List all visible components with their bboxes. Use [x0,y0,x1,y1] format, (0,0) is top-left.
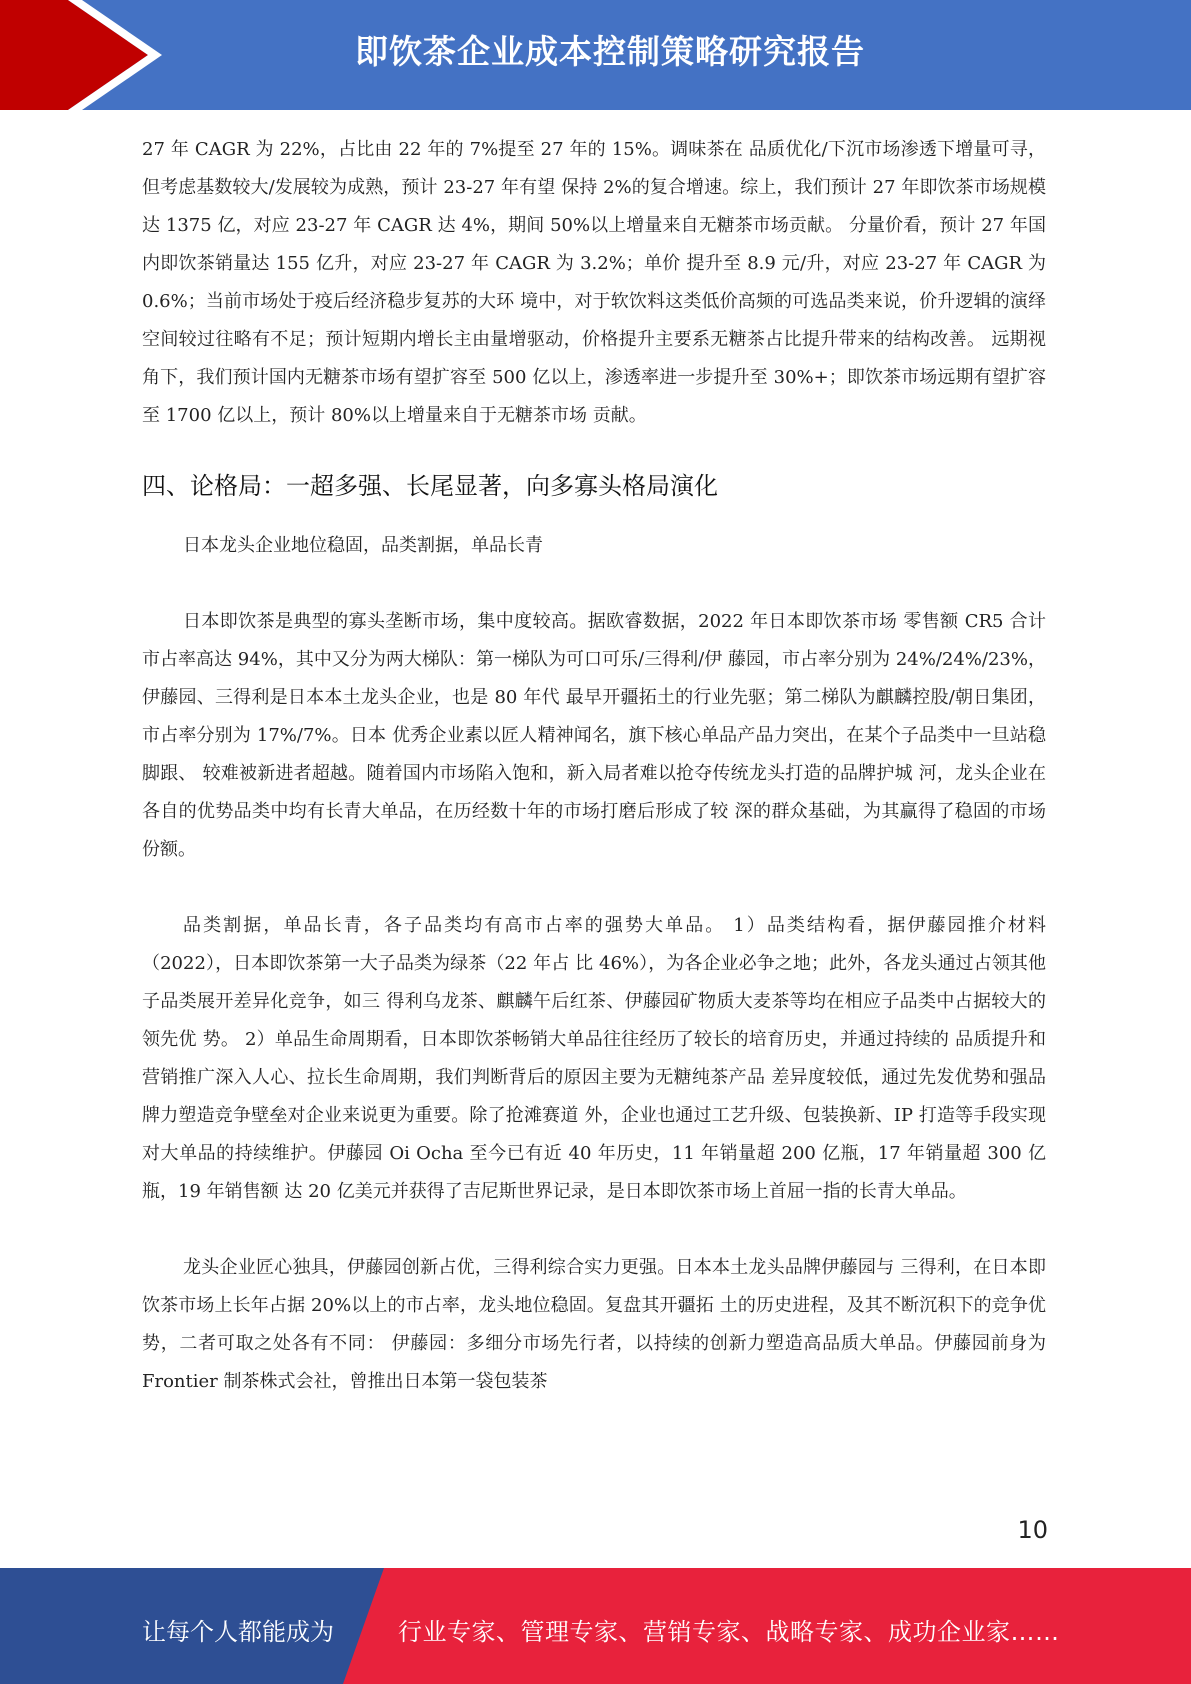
section-heading: 四、论格局：一超多强、长尾显著，向多寡头格局演化 [142,472,718,500]
header-title: 即饮茶企业成本控制策略研究报告 [355,32,865,71]
paragraph-japan-oligopoly: 日本即饮茶是典型的寡头垄断市场，集中度较高。据欧睿数据，2022 年日本即饮茶市场 零售额 CR5 合计市占率高达 94%，其中又分为两大梯队：第一梯队为可口可乐/三得利/伊 藤园，市占率分别为 24%/24%/23%，伊藤园、三得利是日本本土龙头企业，也是 80 年代 最早开疆拓土的行业先驱；第二梯队为麒麟控股/朝日集团，市占率分别为 17%/7%。日本 优秀企业素以匠人精神闻名，旗下核心单品产品力突出，在某个子品类中一旦站稳脚跟、 较难被新进者超越。随着国内市场陷入饱和，新入局者难以抢夺传统龙头打造的品牌护城 河，龙头企业在各自的优势品类中均有长青大单品，在历经数十年的市场打磨后形成了较 深的群众基础，为其赢得了稳固的市场份额。 [142,611,1046,860]
paragraph-category-segmentation: 品类割据，单品长青，各子品类均有高市占率的强势大单品。 1）品类结构看，据伊藤园推介材料（2022），日本即饮茶第一大子品类为绿茶（22 年占 比 46%），为各企业必争之地；此外，各龙头通过占领其他子品类展开差异化竞争，如三 得利乌龙茶、麒麟午后红茶、伊藤园矿物质大麦茶等均在相应子品类中占据较大的领先优 势。 2）单品生命周期看，日本即饮茶畅销大单品往往经历了较长的培育历史，并通过持续的 品质提升和营销推广深入人心、拉长生命周期，我们判断背后的原因主要为无糖纯茶产品 差异度较低，通过先发优势和强品牌力塑造竞争壁垒对企业来说更为重要。除了抢滩赛道 外，企业也通过工艺升级、包装换新、IP 打造等手段实现对大单品的持续维护。伊藤园 Oi Ocha 至今已有近 40 年历史，11 年销量超 200 亿瓶，17 年销量超 300 亿瓶，19 年销售额 达 20 亿美元并获得了吉尼斯世界记录，是日本即饮茶市场上首屈一指的长青大单品。 [142,915,1046,1202]
subsection-heading: 日本龙头企业地位稳固，品类割据，单品长青 [183,535,543,556]
paragraph-leading-companies: 龙头企业匠心独具，伊藤园创新占优，三得利综合实力更强。日本本土龙头品牌伊藤园与 三得利，在日本即饮茶市场上长年占据 20%以上的市占率，龙头地位稳固。复盘其开疆拓 土的历史进程，及其不断沉积下的竞争优势，二者可取之处各有不同： 伊藤园：多细分市场先行者，以持续的创新力塑造高品质大单品。伊藤园前身为 Frontier 制茶株式会社，曾推出日本第一袋包装茶 [142,1257,1046,1392]
page-number: 10 [1017,1516,1048,1544]
red-arrow-shape [0,0,148,110]
footer-slogan-left: 让每个人都能成为 [142,1618,334,1646]
footer-slogan-right: 行业专家、管理专家、营销专家、战略专家、成功企业家…… [398,1618,1060,1646]
page-header [0,0,1191,110]
report-body [142,131,1046,1401]
page-footer [0,1568,1191,1684]
paragraph-market-forecast: 27 年 CAGR 为 22%，占比由 22 年的 7%提至 27 年的 15%。调味茶在 品质优化/下沉市场渗透下增量可寻，但考虑基数较大/发展较为成熟，预计 23-27 年有望 保持 2%的复合增速。综上，我们预计 27 年即饮茶市场规模达 1375 亿，对应 23-27 年 CAGR 达 4%，期间 50%以上增量来自无糖茶市场贡献。 分量价看，预计 27 年国内即饮茶销量达 155 亿升，对应 23-27 年 CAGR 为 3.2%；单价 提升至 8.9 元/升，对应 23-27 年 CAGR 为 0.6%；当前市场处于疫后经济稳步复苏的大环 境中，对于软饮料这类低价高频的可选品类来说，价升逻辑的演绎空间较过往略有不足；预计短期内增长主由量增驱动，价格提升主要系无糖茶占比提升带来的结构改善。 远期视角下，我们预计国内无糖茶市场有望扩容至 500 亿以上，渗透率进一步提升至 30%+；即饮茶市场远期有望扩容至 1700 亿以上，预计 80%以上增量来自于无糖茶市场 贡献。 [142,139,1046,426]
